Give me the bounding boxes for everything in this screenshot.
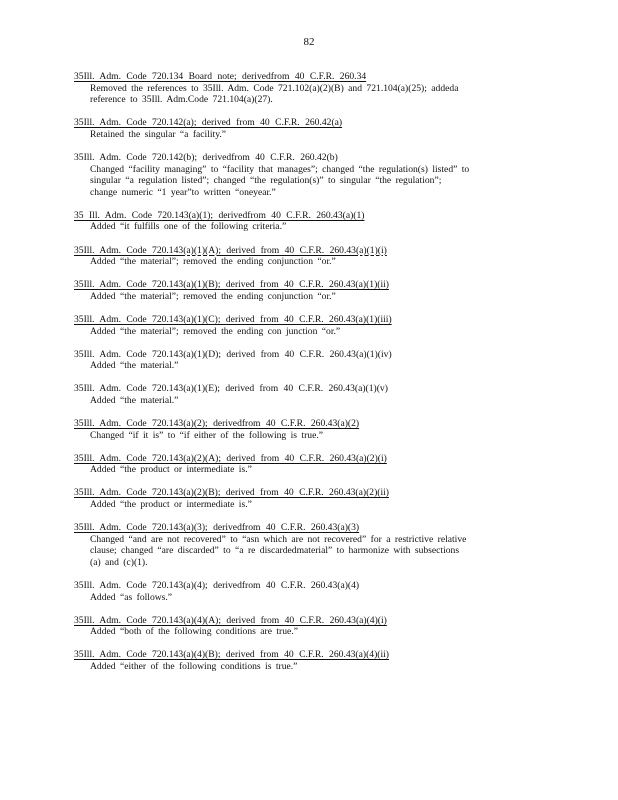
- citation-entry: [74, 117, 544, 140]
- citation-entry: [74, 71, 544, 106]
- citation-note: [74, 291, 544, 303]
- citation-heading: 35Ill. Adm. Code 720.143(a)(1)(B); derived from 40 C.F.R. 260.43(a)(1)(ii): [74, 279, 389, 291]
- citation-heading: 35Ill. Adm. Code 720.143(a)(4); derivedfrom 40 C.F.R. 260.43(a)(4): [74, 579, 360, 591]
- citation-note-line: Added “it fulfills one of the following criteria.”: [90, 221, 287, 233]
- citation-note-line: (a) and (c)(1).: [90, 556, 148, 568]
- citation-note: [74, 256, 544, 268]
- citation-note-line: Added “both of the following conditions are true.”: [90, 626, 298, 638]
- citation-heading: 35Ill. Adm. Code 720.142(a); derived from 40 C.F.R. 260.42(a): [74, 117, 343, 129]
- citation-entry: [74, 615, 544, 638]
- citation-note-line: Retained the singular “a facility.”: [90, 128, 227, 140]
- citation-note-line: Added “the material.”: [90, 360, 179, 372]
- citation-entry: [74, 245, 544, 268]
- citation-note-line: Added “either of the following conditions is true.”: [90, 660, 298, 672]
- citation-note-line: Added “the product or intermediate is.”: [90, 498, 252, 510]
- citation-note: [74, 661, 544, 673]
- citation-entry: [74, 314, 544, 337]
- citation-note-line: Changed “facility managing” to “facility that manages”; changed “the regulation(s) listed” to: [90, 163, 470, 175]
- citation-note: [74, 626, 544, 638]
- citation-heading: 35Ill. Adm. Code 720.143(a)(4)(A); derived from 40 C.F.R. 260.43(a)(4)(i): [74, 614, 387, 626]
- citation-entry: [74, 383, 544, 406]
- citation-heading: 35Ill. Adm. Code 720.143(a)(1)(E); derived from 40 C.F.R. 260.43(a)(1)(v): [74, 383, 388, 395]
- citation-note-line: singular “a regulation listed”; changed “the regulation(s)” to singular “the regulation”;: [90, 175, 442, 187]
- citation-heading: 35Ill. Adm. Code 720.143(a)(3); derivedfrom 40 C.F.R. 260.43(a)(3): [74, 522, 360, 534]
- citation-entry: [74, 453, 544, 476]
- citation-entry: [74, 487, 544, 510]
- citation-heading: 35Ill. Adm. Code 720.142(b); derivedfrom 40 C.F.R. 260.42(b): [74, 151, 338, 163]
- citation-entry: [74, 418, 544, 441]
- citation-entry: [74, 349, 544, 372]
- citation-note: [74, 395, 544, 407]
- citation-heading: 35Ill. Adm. Code 720.143(a)(1)(D); derived from 40 C.F.R. 260.43(a)(1)(iv): [74, 348, 392, 360]
- citation-note: [74, 83, 544, 106]
- citation-heading: 35Ill. Adm. Code 720.134 Board note; derivedfrom 40 C.F.R. 260.34: [74, 71, 367, 82]
- citation-note-line: Added “the material”; removed the ending conjunction “or.”: [90, 256, 336, 268]
- citation-note: [74, 221, 544, 233]
- citation-heading: 35Ill. Adm. Code 720.143(a)(4)(B); derived from 40 C.F.R. 260.43(a)(4)(ii): [74, 649, 389, 661]
- citation-heading: 35 Ill. Adm. Code 720.143(a)(1); derivedfrom 40 C.F.R. 260.43(a)(1): [74, 209, 365, 221]
- citation-note-line: Changed “if it is” to “if either of the following is true.”: [90, 429, 324, 441]
- citation-entry: [74, 649, 544, 672]
- citation-note-line: Added “the product or intermediate is.”: [90, 464, 252, 476]
- citation-heading: 35Ill. Adm. Code 720.143(a)(2)(A); derived from 40 C.F.R. 260.43(a)(2)(i): [74, 452, 387, 464]
- citation-note: [74, 592, 544, 604]
- citation-note-line: clause; changed “are discarded” to “a re discardedmaterial” to harmonize with subsections: [90, 545, 460, 557]
- citation-note: [74, 464, 544, 476]
- citation-note-line: Added “the material”; removed the ending con junction “or.”: [90, 325, 341, 337]
- citation-note: [74, 326, 544, 338]
- citation-note-line: Removed the references to 35Ill. Adm. Code 721.102(a)(2)(B) and 721.104(a)(25); addeda: [90, 82, 459, 94]
- entries-list: [74, 71, 544, 684]
- citation-note: [74, 499, 544, 511]
- citation-note: [74, 129, 544, 141]
- citation-entry: [74, 279, 544, 302]
- citation-heading: 35Ill. Adm. Code 720.143(a)(2)(B); derived from 40 C.F.R. 260.43(a)(2)(ii): [74, 487, 389, 499]
- page-number: 82: [303, 36, 315, 48]
- citation-entry: [74, 210, 544, 233]
- citation-note-line: Added “the material”; removed the ending conjunction “or.”: [90, 290, 336, 302]
- citation-note: [74, 164, 544, 199]
- citation-note: [74, 534, 544, 569]
- citation-entry: [74, 152, 544, 198]
- citation-heading: 35Ill. Adm. Code 720.143(a)(2); derivedfrom 40 C.F.R. 260.43(a)(2): [74, 417, 360, 429]
- citation-note: [74, 360, 544, 372]
- citation-entry: [74, 580, 544, 603]
- citation-note-line: Added “as follows.”: [90, 591, 173, 603]
- citation-heading: 35Ill. Adm. Code 720.143(a)(1)(A); derived from 40 C.F.R. 260.43(a)(1)(i): [74, 244, 387, 256]
- citation-heading: 35Ill. Adm. Code 720.143(a)(1)(C); derived from 40 C.F.R. 260.43(a)(1)(iii): [74, 313, 392, 325]
- citation-note-line: Changed “and are not recovered” to “asn which are not recovered” for a restrictive relative: [90, 533, 467, 545]
- citation-entry: [74, 522, 544, 568]
- citation-note-line: change numeric “1 year”to written “oneyear.”: [90, 186, 276, 198]
- citation-note: [74, 430, 544, 442]
- citation-note-line: reference to 35Ill. Adm.Code 721.104(a)(27).: [90, 94, 273, 106]
- citation-note-line: Added “the material.”: [90, 394, 179, 406]
